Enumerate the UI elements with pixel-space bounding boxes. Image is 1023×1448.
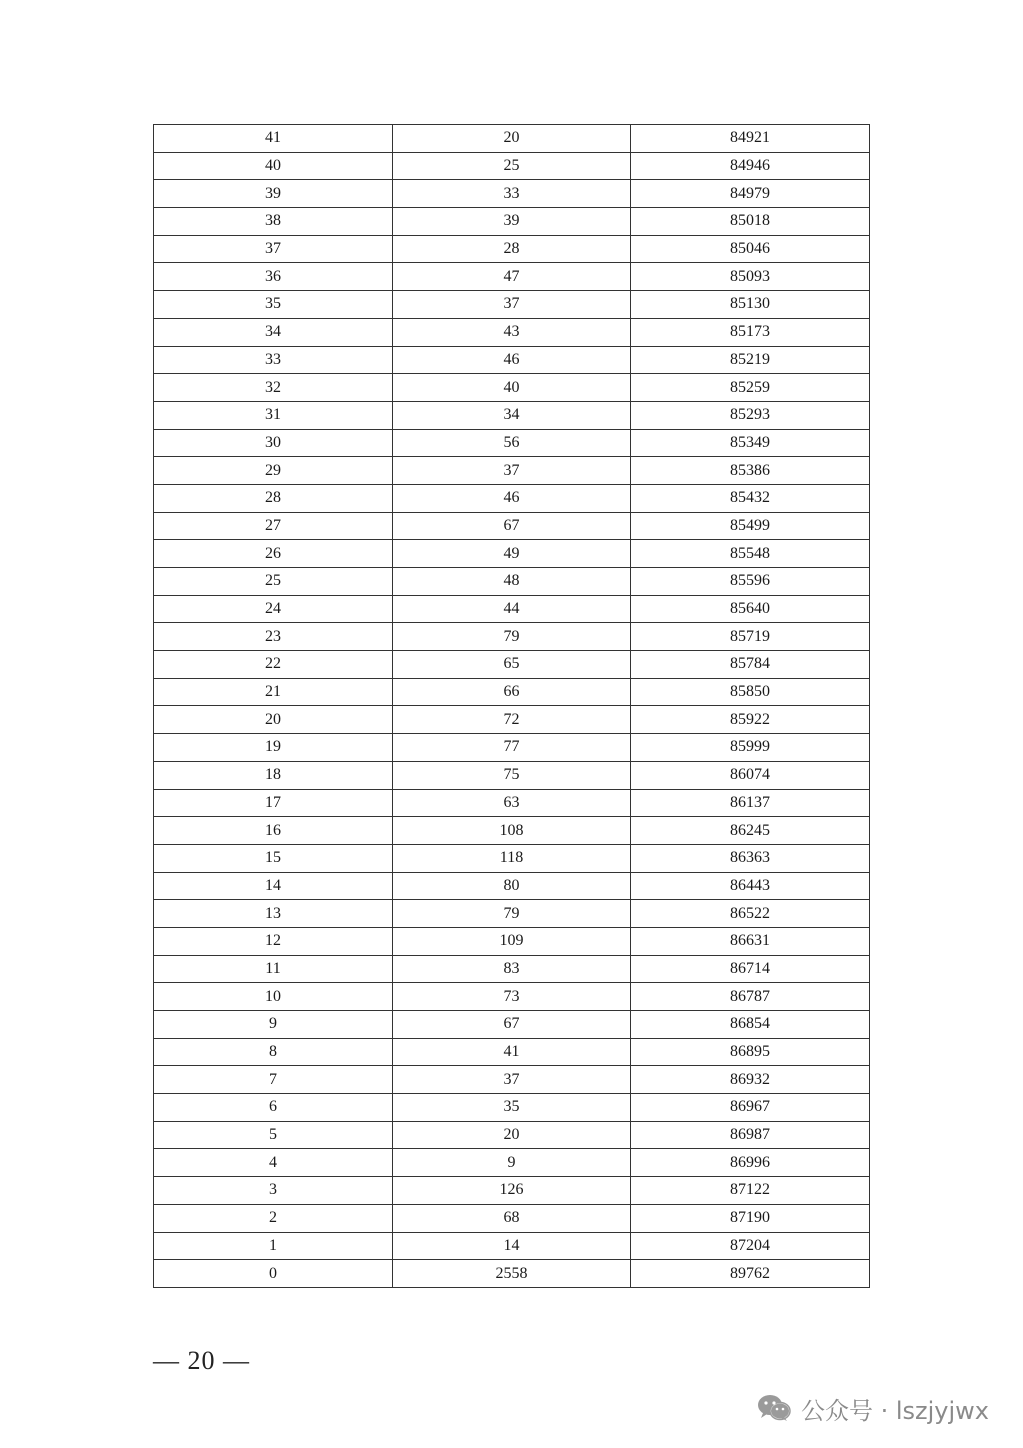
count-cell: 40 — [393, 374, 631, 402]
cumulative-cell: 89762 — [631, 1260, 870, 1288]
table-row — [154, 152, 870, 180]
table-row — [154, 872, 870, 900]
cumulative-cell: 85386 — [631, 457, 870, 485]
count-cell: 49 — [393, 540, 631, 568]
cumulative-cell: 86787 — [631, 983, 870, 1011]
cumulative-cell: 85130 — [631, 291, 870, 319]
table-row — [154, 208, 870, 236]
score-cell: 14 — [154, 872, 393, 900]
cumulative-cell: 86854 — [631, 1011, 870, 1039]
cumulative-cell: 84921 — [631, 125, 870, 153]
table-row — [154, 927, 870, 955]
table-row — [154, 983, 870, 1011]
table-row — [154, 429, 870, 457]
table-row — [154, 512, 870, 540]
count-cell: 109 — [393, 927, 631, 955]
table-row — [154, 1232, 870, 1260]
count-cell: 9 — [393, 1149, 631, 1177]
count-cell: 25 — [393, 152, 631, 180]
table-row — [154, 1149, 870, 1177]
count-cell: 75 — [393, 761, 631, 789]
count-cell: 33 — [393, 180, 631, 208]
table-row — [154, 1121, 870, 1149]
cumulative-cell: 86895 — [631, 1038, 870, 1066]
table-row — [154, 651, 870, 679]
table-row — [154, 706, 870, 734]
count-cell: 77 — [393, 734, 631, 762]
count-cell: 126 — [393, 1177, 631, 1205]
score-cell: 32 — [154, 374, 393, 402]
cumulative-cell: 87204 — [631, 1232, 870, 1260]
count-cell: 56 — [393, 429, 631, 457]
score-cell: 9 — [154, 1011, 393, 1039]
score-cell: 31 — [154, 401, 393, 429]
count-cell: 66 — [393, 678, 631, 706]
table-row — [154, 1094, 870, 1122]
count-cell: 65 — [393, 651, 631, 679]
score-cell: 2 — [154, 1204, 393, 1232]
count-cell: 34 — [393, 401, 631, 429]
table-row — [154, 734, 870, 762]
count-cell: 2558 — [393, 1260, 631, 1288]
cumulative-cell: 85093 — [631, 263, 870, 291]
cumulative-cell: 85046 — [631, 235, 870, 263]
score-cell: 22 — [154, 651, 393, 679]
table-row — [154, 1038, 870, 1066]
cumulative-cell: 85259 — [631, 374, 870, 402]
table-row — [154, 374, 870, 402]
count-cell: 46 — [393, 346, 631, 374]
score-cell: 29 — [154, 457, 393, 485]
count-cell: 80 — [393, 872, 631, 900]
cumulative-cell: 86363 — [631, 844, 870, 872]
table-row — [154, 623, 870, 651]
cumulative-cell: 85219 — [631, 346, 870, 374]
count-cell: 108 — [393, 817, 631, 845]
table-row — [154, 235, 870, 263]
score-cell: 11 — [154, 955, 393, 983]
count-cell: 20 — [393, 125, 631, 153]
score-cell: 15 — [154, 844, 393, 872]
score-cell: 5 — [154, 1121, 393, 1149]
table-row — [154, 457, 870, 485]
count-cell: 39 — [393, 208, 631, 236]
cumulative-cell: 86967 — [631, 1094, 870, 1122]
score-cell: 23 — [154, 623, 393, 651]
count-cell: 68 — [393, 1204, 631, 1232]
cumulative-cell: 85784 — [631, 651, 870, 679]
count-cell: 73 — [393, 983, 631, 1011]
table-row — [154, 180, 870, 208]
score-cell: 7 — [154, 1066, 393, 1094]
score-cell: 10 — [154, 983, 393, 1011]
score-cell: 40 — [154, 152, 393, 180]
cumulative-cell: 86631 — [631, 927, 870, 955]
score-cell: 36 — [154, 263, 393, 291]
table-row — [154, 678, 870, 706]
count-cell: 48 — [393, 568, 631, 596]
score-cell: 21 — [154, 678, 393, 706]
count-cell: 37 — [393, 1066, 631, 1094]
score-cell: 4 — [154, 1149, 393, 1177]
count-cell: 14 — [393, 1232, 631, 1260]
score-cell: 24 — [154, 595, 393, 623]
count-cell: 28 — [393, 235, 631, 263]
table-body — [154, 125, 870, 1288]
cumulative-cell: 84946 — [631, 152, 870, 180]
count-cell: 41 — [393, 1038, 631, 1066]
table-row — [154, 401, 870, 429]
count-cell: 63 — [393, 789, 631, 817]
cumulative-cell: 85719 — [631, 623, 870, 651]
cumulative-cell: 84979 — [631, 180, 870, 208]
cumulative-cell: 85548 — [631, 540, 870, 568]
score-cell: 19 — [154, 734, 393, 762]
table-row — [154, 1260, 870, 1288]
count-cell: 37 — [393, 291, 631, 319]
table-row — [154, 1011, 870, 1039]
cumulative-cell: 85018 — [631, 208, 870, 236]
score-cell: 3 — [154, 1177, 393, 1205]
cumulative-cell: 87122 — [631, 1177, 870, 1205]
score-distribution-table — [153, 124, 870, 1288]
count-cell: 35 — [393, 1094, 631, 1122]
score-cell: 30 — [154, 429, 393, 457]
score-cell: 20 — [154, 706, 393, 734]
score-cell: 1 — [154, 1232, 393, 1260]
cumulative-cell: 86714 — [631, 955, 870, 983]
score-cell: 8 — [154, 1038, 393, 1066]
cumulative-cell: 86074 — [631, 761, 870, 789]
score-cell: 39 — [154, 180, 393, 208]
wechat-icon — [757, 1393, 791, 1423]
score-cell: 6 — [154, 1094, 393, 1122]
table-row — [154, 595, 870, 623]
cumulative-cell: 85640 — [631, 595, 870, 623]
score-cell: 33 — [154, 346, 393, 374]
cumulative-cell: 85349 — [631, 429, 870, 457]
watermark — [757, 1386, 989, 1430]
score-cell: 27 — [154, 512, 393, 540]
score-cell: 41 — [154, 125, 393, 153]
table-row — [154, 1066, 870, 1094]
score-cell: 18 — [154, 761, 393, 789]
score-cell: 0 — [154, 1260, 393, 1288]
table-row — [154, 817, 870, 845]
cumulative-cell: 86522 — [631, 900, 870, 928]
table-row — [154, 789, 870, 817]
table-row — [154, 955, 870, 983]
table-row — [154, 761, 870, 789]
cumulative-cell: 86932 — [631, 1066, 870, 1094]
count-cell: 79 — [393, 623, 631, 651]
count-cell: 44 — [393, 595, 631, 623]
count-cell: 72 — [393, 706, 631, 734]
score-cell: 28 — [154, 484, 393, 512]
count-cell: 43 — [393, 318, 631, 346]
table-row — [154, 540, 870, 568]
cumulative-cell: 86137 — [631, 789, 870, 817]
table-row — [154, 844, 870, 872]
table-row — [154, 318, 870, 346]
cumulative-cell: 85499 — [631, 512, 870, 540]
cumulative-cell: 85922 — [631, 706, 870, 734]
count-cell: 83 — [393, 955, 631, 983]
count-cell: 118 — [393, 844, 631, 872]
score-cell: 12 — [154, 927, 393, 955]
cumulative-cell: 85293 — [631, 401, 870, 429]
score-cell: 26 — [154, 540, 393, 568]
cumulative-cell: 85432 — [631, 484, 870, 512]
cumulative-cell: 85850 — [631, 678, 870, 706]
count-cell: 47 — [393, 263, 631, 291]
count-cell: 67 — [393, 1011, 631, 1039]
cumulative-cell: 86245 — [631, 817, 870, 845]
cumulative-cell: 87190 — [631, 1204, 870, 1232]
score-cell: 16 — [154, 817, 393, 845]
table-row — [154, 263, 870, 291]
watermark-text: 公众号 · lszjyjwx — [800, 1396, 989, 1425]
count-cell: 67 — [393, 512, 631, 540]
score-cell: 34 — [154, 318, 393, 346]
score-cell: 38 — [154, 208, 393, 236]
score-cell: 13 — [154, 900, 393, 928]
cumulative-cell: 85596 — [631, 568, 870, 596]
table-row — [154, 1177, 870, 1205]
cumulative-cell: 86987 — [631, 1121, 870, 1149]
cumulative-cell: 86443 — [631, 872, 870, 900]
score-cell: 35 — [154, 291, 393, 319]
table-row — [154, 1204, 870, 1232]
count-cell: 20 — [393, 1121, 631, 1149]
cumulative-cell: 86996 — [631, 1149, 870, 1177]
table-row — [154, 484, 870, 512]
cumulative-cell: 85999 — [631, 734, 870, 762]
count-cell: 37 — [393, 457, 631, 485]
table-row — [154, 346, 870, 374]
count-cell: 46 — [393, 484, 631, 512]
table-row — [154, 568, 870, 596]
cumulative-cell: 85173 — [631, 318, 870, 346]
table-row — [154, 125, 870, 153]
table-row — [154, 900, 870, 928]
table-row — [154, 291, 870, 319]
count-cell: 79 — [393, 900, 631, 928]
page-number: — 20 — — [153, 1346, 250, 1375]
score-cell: 25 — [154, 568, 393, 596]
score-cell: 17 — [154, 789, 393, 817]
score-cell: 37 — [154, 235, 393, 263]
